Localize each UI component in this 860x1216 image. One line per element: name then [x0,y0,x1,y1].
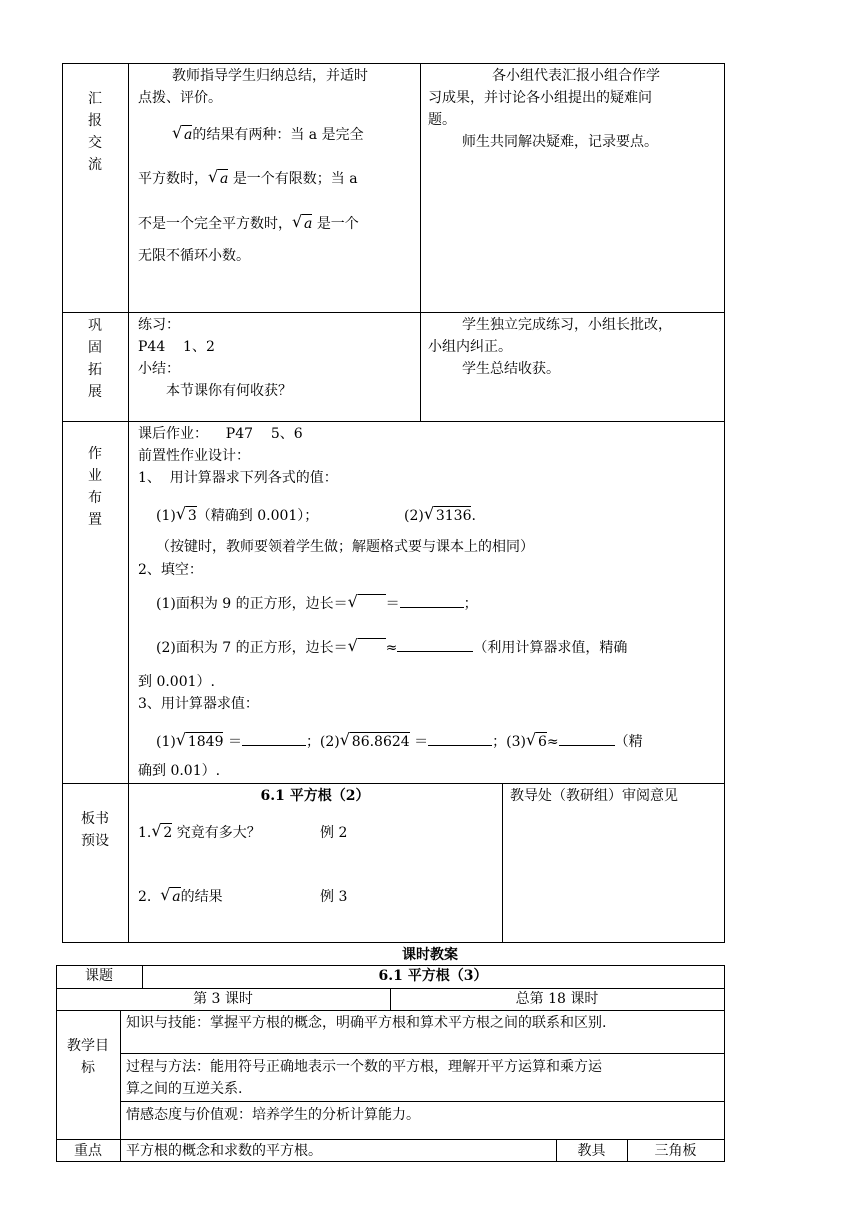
text: ＝ [227,734,242,750]
consolidate-line4: 本节课你有何收获？ [166,383,292,399]
text: ； [463,596,478,612]
homework-label-char: 布 [88,490,102,506]
report-teacher-line3 [172,124,364,146]
text: (2) [404,508,424,524]
sqrt-6: √ 6 [528,731,547,753]
text: ＝ [385,596,400,612]
report-student-line1: 各小组代表汇报小组合作学 [492,68,660,84]
fill-blank[interactable] [428,731,492,746]
tools-value: 三角板 [654,1143,697,1159]
text: (1) [156,734,176,750]
sqrt-a: √ a [210,168,228,190]
text: ≈ [385,640,398,656]
homework-fill1 [156,593,478,615]
consolidate-line1: 练习： [138,317,180,333]
consolidate-line2: P44 1、2 [138,339,215,355]
board-label-line: 板书 [81,811,109,827]
text: 平方数时， [138,171,208,187]
text: 究竟有多大？ [176,825,261,841]
report-teacher-line1: 教师指导学生归纳总结，并适时 [172,68,368,84]
report-teacher-line2: 点拨、评价。 [138,90,222,106]
sqrt-a: √ a [294,213,312,235]
board-label-line: 预设 [81,833,109,849]
report-label-char: 流 [88,157,102,173]
consolidate-label-char: 巩 [88,318,102,334]
homework-note: （按键时，教师要领着学生做；解题格式要与课本上的相同） [156,539,534,555]
text: 2. [138,889,152,905]
report-label [64,88,126,176]
homework-line5: 3、用计算器求值： [138,696,259,712]
goal-process-line2: 算之间的互逆关系. [126,1081,243,1097]
consolidate-student-line2: 小组内纠正。 [428,339,512,355]
report-student-line2: 习成果，并讨论各小组提出的疑难问 [428,90,652,106]
sqrt-3: √ 3 [178,505,197,527]
period: 第 3 课时 [193,991,253,1007]
report-label-char: 汇 [88,91,102,107]
text: (1)面积为 9 的正方形，边长＝ [156,596,348,612]
homework-q1b [404,505,476,527]
report-teacher-line6: 无限不循环小数。 [138,248,250,264]
sqrt-a: √ a [174,124,192,146]
text: (1) [156,508,176,524]
text: ≈ [546,734,559,750]
homework-line2: 前置性作业设计： [138,448,250,464]
total-period: 总第 18 课时 [515,991,599,1007]
text: 是一个有限数；当 a [232,171,358,187]
consolidate-student-line1: 学生独立完成练习，小组长批改， [462,317,672,333]
homework-label-char: 业 [88,468,102,484]
lesson-heading: 课时教案 [402,947,458,963]
fill-blank[interactable] [559,731,615,746]
report-label-char: 报 [88,113,102,129]
homework-q1 [156,505,318,527]
homework-label [64,443,126,531]
consolidate-label-char: 拓 [88,362,102,378]
sqrt-1849: √ 1849 [178,731,224,753]
goal-label-line: 标 [81,1060,95,1076]
sqrt-blank [350,593,386,615]
goal-knowledge: 知识与技能：掌握平方根的概念，明确平方根和算术平方根之间的联系和区别. [126,1015,607,1031]
board-item1 [138,822,261,844]
consolidate-label-char: 固 [88,340,102,356]
report-student-line3: 题。 [428,112,456,128]
text: 1. [138,825,152,841]
text: ；(2) [305,734,340,750]
homework-calc [156,731,643,753]
key-label: 重点 [74,1143,102,1159]
consolidate-line3: 小结： [138,361,180,377]
homework-line1: 课后作业： P47 5、6 [138,426,303,442]
text: 是一个 [316,216,359,232]
board-label [64,808,126,852]
homework-line4: 2、填空： [138,562,203,578]
consolidate-student-line3: 学生总结收获。 [462,361,560,377]
text: 的结果有两种：当 a 是完全 [192,127,364,143]
report-teacher-line5 [138,213,359,235]
text: ＝ [414,734,429,750]
sqrt-blank [350,637,386,659]
board-review-label: 教导处（教研组）审阅意见 [510,788,678,804]
consolidate-label [64,315,126,403]
homework-fill2 [156,637,627,659]
goal-attitude: 情感态度与价值观：培养学生的分析计算能力。 [126,1107,420,1123]
board-item2-example: 例 3 [320,889,348,905]
board-item2 [138,886,223,908]
report-student-line4: 师生共同解决疑难，记录要点。 [462,134,658,150]
sqrt-86: √ 86.8624 [342,731,410,753]
homework-label-char: 置 [88,512,102,528]
fill-blank[interactable] [242,731,306,746]
board-item1-example: 例 2 [320,825,348,841]
fill-blank[interactable] [397,637,473,652]
board-title: 6.1 平方根（2） [260,788,370,804]
consolidate-label-char: 展 [88,384,102,400]
homework-calc-cont: 确到 0.01）. [138,763,221,779]
text: (2)面积为 7 的正方形，边长＝ [156,640,348,656]
text: （利用计算器求值，精确 [473,640,628,656]
sqrt-a: √ a [162,886,180,908]
goal-label [56,1035,120,1079]
report-teacher-line4 [138,168,358,190]
text: （精 [614,734,643,750]
report-label-char: 交 [88,135,102,151]
sqrt-3136: √ 3136 [426,505,472,527]
text: . [471,508,476,524]
goal-process-line1: 过程与方法：能用符号正确地表示一个数的平方根，理解开平方运算和乘方运 [126,1059,602,1075]
text: 不是一个完全平方数时， [138,216,292,232]
homework-label-char: 作 [88,446,102,462]
text: ；(3) [492,734,526,750]
goal-label-line: 教学目 [67,1038,109,1054]
sqrt-2: √ 2 [153,822,172,844]
homework-line3: 1、 用计算器求下列各式的值： [138,470,338,486]
text: （精确到 0.001）； [196,508,319,524]
topic-label: 课题 [85,968,113,984]
key-value: 平方根的概念和求数的平方根。 [126,1143,322,1159]
homework-fill2-cont: 到 0.001）. [138,674,215,690]
text: 的结果 [180,889,223,905]
fill-blank[interactable] [400,593,464,608]
tools-label: 教具 [577,1143,606,1159]
topic-value: 6.1 平方根（3） [378,968,488,984]
